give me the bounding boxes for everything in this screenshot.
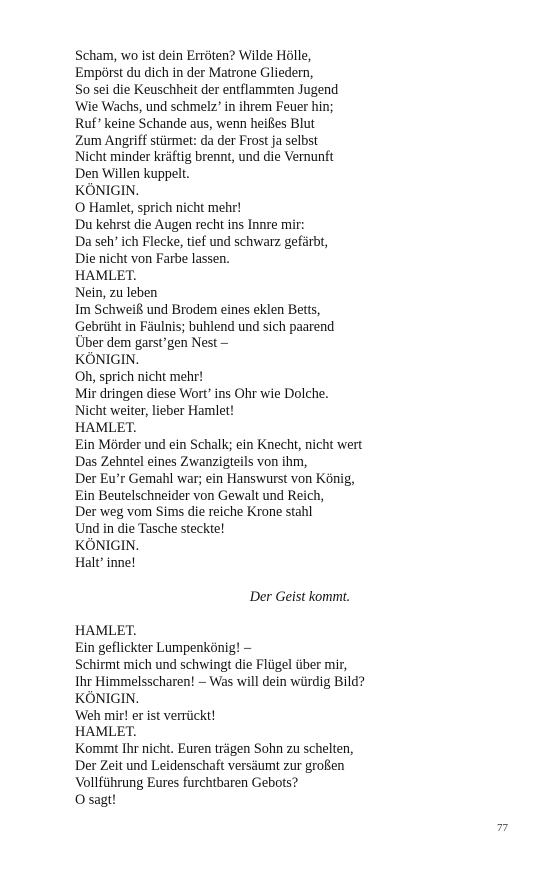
verse-line: O Hamlet, sprich nicht mehr!	[75, 200, 242, 217]
verse-line: Über dem garst’gen Nest –	[75, 335, 228, 352]
verse-line: So sei die Keuschheit der entflammten Jugend	[75, 81, 339, 98]
verse-line: Kommt Ihr nicht. Euren trägen Sohn zu schelten,	[75, 741, 354, 758]
verse-line: Schirmt mich und schwingt die Flügel über mir,	[75, 656, 348, 673]
verse-line: Weh mir! er ist verrückt!	[75, 707, 216, 724]
verse-line: Gebrüht in Fäulnis; buhlend und sich paarend	[75, 318, 335, 335]
speaker-label: HAMLET.	[75, 267, 137, 284]
verse-line: Nicht weiter, lieber Hamlet!	[75, 403, 235, 420]
verse-line: Mir dringen diese Wort’ ins Ohr wie Dolche.	[75, 386, 329, 403]
verse-line: Halt’ inne!	[75, 555, 136, 572]
verse-line: Ruf’ keine Schande aus, wenn heißes Blut	[75, 115, 315, 132]
verse-line: Nein, zu leben	[75, 284, 158, 301]
verse-line: Empörst du dich in der Matrone Gliedern,	[75, 64, 314, 81]
page-number: 77	[497, 822, 508, 834]
speaker-label: KÖNIGIN.	[75, 538, 140, 555]
verse-line: Und in die Tasche steckte!	[75, 521, 226, 538]
verse-line: Oh, sprich nicht mehr!	[75, 369, 204, 386]
verse-line: Im Schweiß und Brodem eines eklen Betts,	[75, 301, 321, 318]
verse-line: Du kehrst die Augen recht ins Innre mir:	[75, 217, 305, 234]
stage-direction: Der Geist kommt.	[249, 589, 351, 606]
verse-line: Der weg vom Sims die reiche Krone stahl	[75, 504, 313, 521]
verse-line: Vollführung Eures furchtbaren Gebots?	[75, 775, 299, 792]
verse-line: Die nicht von Farbe lassen.	[75, 250, 230, 267]
speaker-label: HAMLET.	[75, 623, 137, 639]
speaker-label: KÖNIGIN.	[75, 690, 140, 707]
verse-line: Den Willen kuppelt.	[75, 166, 190, 183]
verse-block-2	[75, 623, 515, 809]
verse-line: Ein Beutelschneider von Gewalt und Reich,	[75, 487, 325, 504]
verse-line: Da seh’ ich Flecke, tief und schwarz gefärbt,	[75, 233, 329, 250]
verse-line: Der Eu’r Gemahl war; ein Hanswurst von König,	[75, 470, 355, 487]
verse-line: Ein geflickter Lumpenkönig! –	[75, 639, 252, 656]
verse-line: Zum Angriff stürmet: da der Frost ja selbst	[75, 132, 318, 149]
speaker-label: HAMLET.	[75, 419, 137, 436]
speaker-label: KÖNIGIN.	[75, 352, 140, 369]
verse-line: Ein Mörder und ein Schalk; ein Knecht, nicht wert	[75, 436, 363, 453]
verse-line: O sagt!	[75, 792, 117, 809]
speaker-label: KÖNIGIN.	[75, 183, 140, 200]
verse-line: Scham, wo ist dein Erröten? Wilde Hölle,	[75, 48, 312, 64]
verse-line: Nicht minder kräftig brennt, und die Vernunft	[75, 149, 334, 166]
verse-line: Wie Wachs, und schmelz’ in ihrem Feuer hin;	[75, 98, 334, 115]
spacer	[75, 572, 515, 589]
speaker-label: HAMLET.	[75, 724, 137, 741]
verse-line: Der Zeit und Leidenschaft versäumt zur großen	[75, 758, 345, 775]
text-page	[75, 48, 515, 809]
verse-block-1	[75, 48, 515, 572]
verse-line: Ihr Himmelsscharen! – Was will dein würdig Bild?	[75, 673, 365, 690]
verse-line: Das Zehntel eines Zwanzigteils von ihm,	[75, 453, 308, 470]
spacer	[75, 606, 515, 623]
